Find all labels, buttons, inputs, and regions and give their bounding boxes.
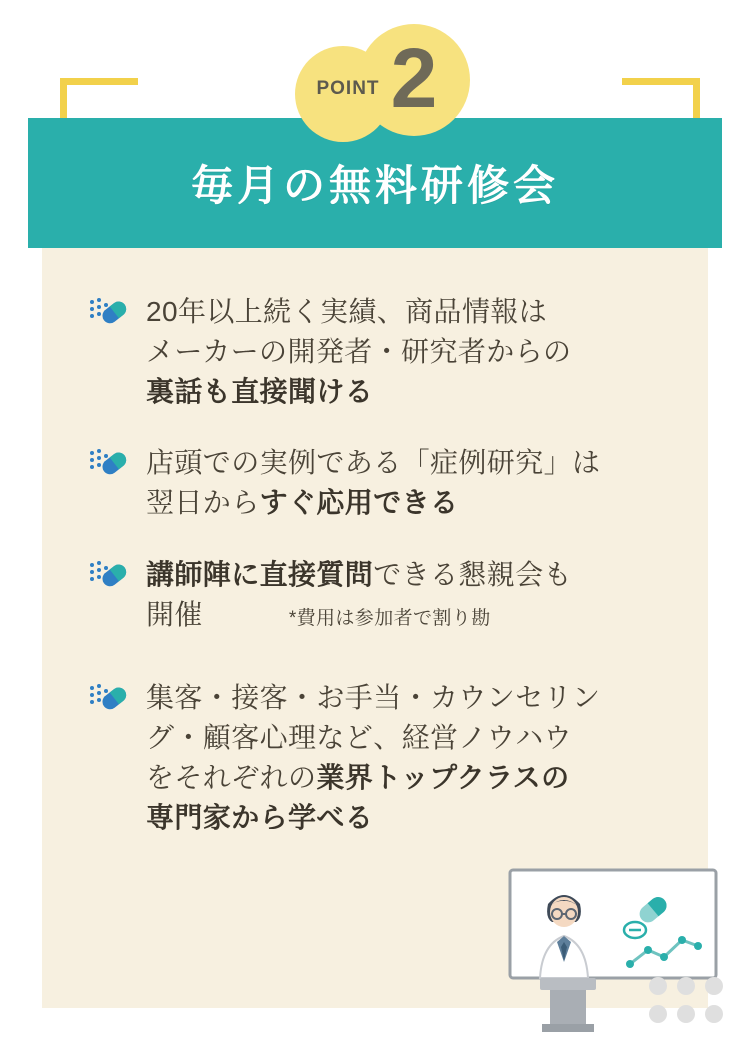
capsule-pill-icon xyxy=(88,296,130,328)
list-item-note: *費用は参加者で割り勘 xyxy=(288,607,491,629)
line-text: できる懇親会も xyxy=(373,558,573,590)
list-item-text xyxy=(146,555,668,635)
list-item xyxy=(88,292,668,411)
badge-point-label: POINT xyxy=(316,78,380,99)
line-text: 翌日から xyxy=(146,487,260,518)
line-text: 開催 xyxy=(146,598,203,630)
line-text: 店頭での実例である「症例研究」は xyxy=(146,447,601,479)
decorative-dots xyxy=(646,974,732,1026)
capsule-pill-icon xyxy=(88,682,130,714)
page-title: 毎月の無料研修会 xyxy=(190,162,559,209)
list-item xyxy=(88,678,668,837)
line-text-bold: 講師陣に直接質問 xyxy=(146,558,374,590)
line-text: をそれぞれの xyxy=(146,761,317,793)
frame-bar-top-right-h xyxy=(622,78,700,85)
point-badge xyxy=(295,18,465,138)
line-text-bold: 業界トップクラスの xyxy=(316,761,570,793)
line-text: グ・顧客心理など、経営ノウハウ xyxy=(146,722,573,753)
list-item xyxy=(88,555,668,635)
frame-bar-top-left-h xyxy=(60,78,138,85)
benefit-list xyxy=(88,292,668,869)
list-item xyxy=(88,443,668,523)
line-text: 集客・接客・お手当・カウンセリン xyxy=(146,682,601,714)
list-item-text xyxy=(146,292,668,411)
line-text: メーカーの開発者・研究者からの xyxy=(146,335,572,367)
line-text: 20年以上続く実績、商品情報は xyxy=(146,296,548,327)
line-text-bold: 専門家から学べる xyxy=(146,801,374,833)
list-item-text xyxy=(146,443,668,523)
list-item-text xyxy=(146,678,668,837)
line-text-bold: 裏話も直接聞ける xyxy=(146,375,374,407)
line-text-bold: すぐ応用できる xyxy=(259,487,459,518)
capsule-pill-icon xyxy=(88,559,130,591)
badge-number: 2 xyxy=(390,31,438,125)
capsule-pill-icon xyxy=(88,447,130,479)
